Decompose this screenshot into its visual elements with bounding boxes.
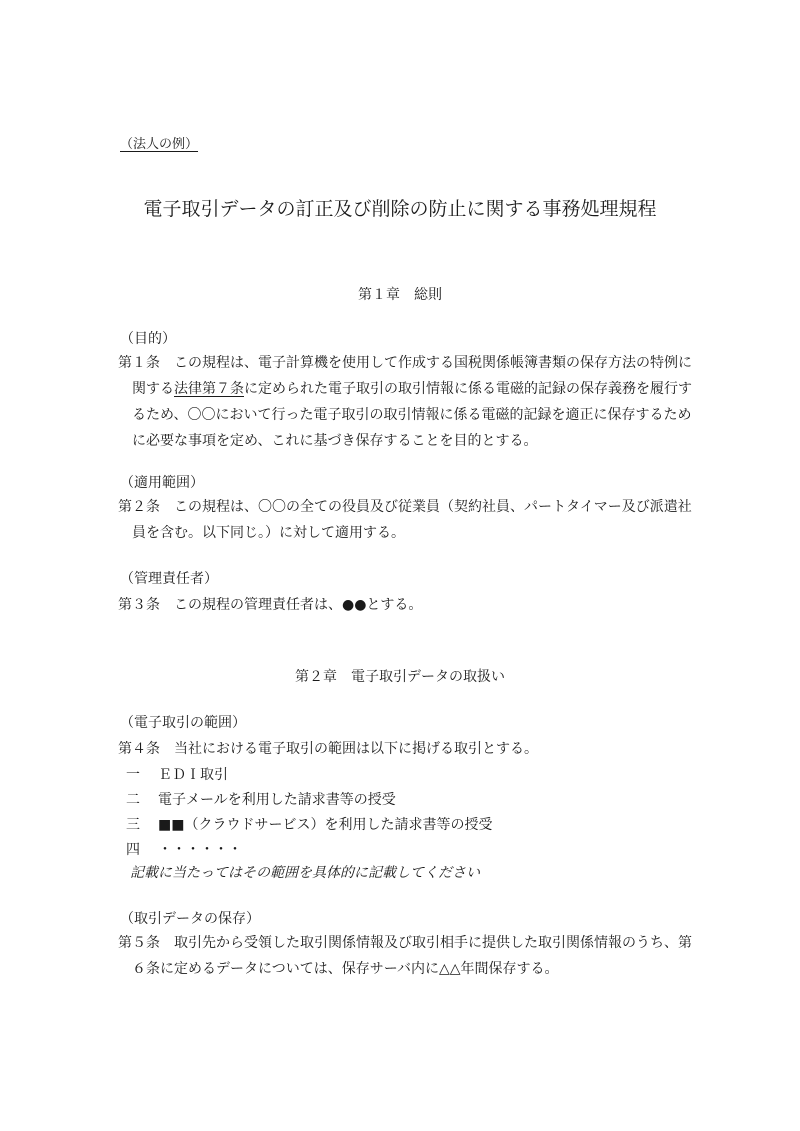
article-2-text: この規程は、〇〇の全ての役員及び従業員（契約社員、パートタイマー及び派遣社員を含む。以下同じ。）に対して適用する。 (132, 499, 692, 541)
article-4-heading: （電子取引の範囲） (120, 715, 246, 731)
article-3-label: 第３条 (118, 597, 160, 613)
list-item-number: 一 (126, 767, 140, 783)
article-4-label: 第４条 (118, 741, 160, 757)
article-1 (118, 350, 693, 454)
list-item-text: ＥＤＩ取引 (158, 767, 228, 783)
list-item-number: 二 (126, 792, 140, 808)
list-item (126, 793, 396, 807)
article-1-text-b: に定められた電子取引の取引情報に係る電磁的記録の保存義務を履行するため、〇〇において行った電子取引の取引情報に係る電磁的記録を適正に保存するために必要な事項を定め、これに基づき保存することを目的とする。 (132, 381, 692, 449)
article-5-label: 第５条 (118, 935, 160, 951)
article-2-label: 第２条 (118, 499, 160, 515)
example-note: （法人の例） (120, 137, 199, 152)
article-3 (118, 592, 693, 618)
article-5-text: 取引先から受領した取引関係情報及び取引相手に提供した取引関係情報のうち、第６条に定めるデータについては、保存サーバ内に△△年間保存する。 (132, 935, 692, 977)
article-5-heading: （取引データの保存） (120, 911, 260, 927)
list-item-text: 電子メールを利用した請求書等の授受 (158, 792, 396, 808)
article-4-text: 当社における電子取引の範囲は以下に掲げる取引とする。 (174, 741, 538, 757)
scope-instruction-note: 記載に当たってはその範囲を具体的に記載してください (130, 865, 480, 881)
article-2 (118, 494, 693, 546)
list-item (126, 768, 228, 782)
list-item-text: ・・・・・・ (158, 842, 242, 858)
list-item-number: 四 (126, 842, 140, 858)
document-title: 電子取引データの訂正及び削除の防止に関する事務処理規程 (143, 198, 657, 220)
chapter-1-heading: 第１章 総則 (358, 287, 442, 303)
article-4 (118, 736, 693, 762)
article-2-heading: （適用範囲） (120, 475, 204, 491)
article-1-label: 第１条 (118, 355, 160, 371)
article-5 (118, 930, 693, 982)
article-3-heading: （管理責任者） (120, 571, 218, 587)
law-article-7-link[interactable]: 法律第７条 (174, 381, 244, 397)
list-item (126, 818, 492, 832)
list-item-text: ■■（クラウドサービス）を利用した請求書等の授受 (158, 817, 493, 833)
article-1-heading: （目的） (120, 331, 176, 347)
article-1-text-a: この規程は、電子計算機を使用して作成する国税関係帳簿書類の保存方法の特例に関する (132, 355, 692, 397)
chapter-2-heading: 第２章 電子取引データの取扱い (295, 669, 505, 685)
list-item (126, 843, 242, 857)
list-item-number: 三 (126, 817, 140, 833)
article-3-text: この規程の管理責任者は、●●とする。 (174, 597, 423, 613)
